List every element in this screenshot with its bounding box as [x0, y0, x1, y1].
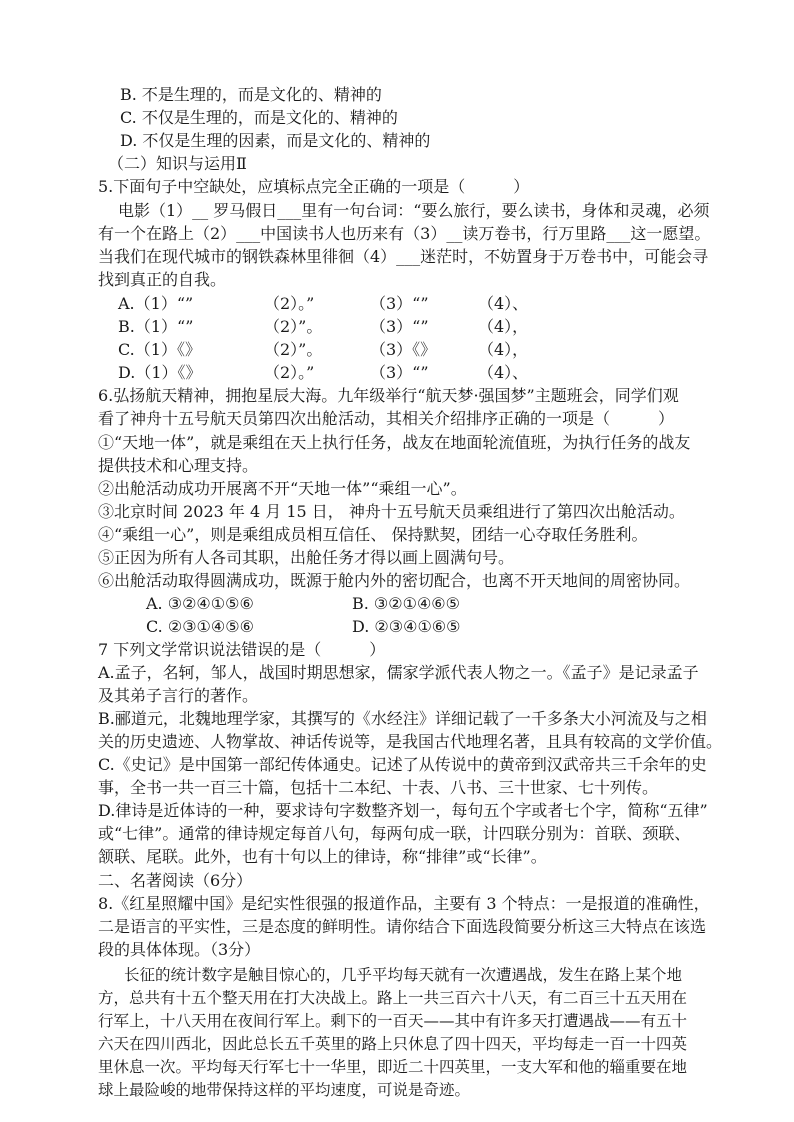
q8-passage-line: 长征的统计数字是触目惊心的，几乎平均每天就有一次遭遇战，发生在路上某个地 [124, 966, 683, 984]
q5-option-a [118, 293, 538, 315]
q7-line: C.《史记》是中国第一部纪传体通史。记述了从传说中的黄帝到汉武帝共三千余年的史 [98, 755, 707, 774]
q6-sentence: ①“天地一体”，就是乘组在天上执行任务，战友在地面轮流值班，为执行任务的战友 [98, 433, 691, 452]
q6-options-row [146, 593, 506, 615]
q5-option-part: （3）“” [370, 294, 429, 313]
q5-option-part: （4）、 [478, 294, 529, 313]
q5-option-part: （2）。” [264, 294, 315, 313]
q7-line: A.孟子，名轲，邹人，战国时期思想家，儒家学派代表人物之一。《孟子》是记录孟子 [98, 663, 699, 682]
q8-passage-line: 六天在四川西北，因此总长五千英里的路上只休息了四十四天，平均每走一百一十四英 [98, 1035, 688, 1053]
q7-line: 关的历史遗迹、人物掌故、神话传说等，是我国古代地理名著，且具有较高的文学价值。 [98, 732, 723, 751]
q7-line: 及其弟子言行的著作。 [98, 686, 259, 705]
q6-stem-line: 看了神舟十五号航天员第四次出舱活动，其相关介绍排序正确的一项是（ ） [98, 409, 675, 428]
q5-option-part: D.（1）《》 [118, 363, 202, 382]
q7-stem: 7 下列文学常识说法错误的是（ ） [98, 640, 386, 659]
q5-stem: 5.下面句子中空缺处，应填标点完全正确的一项是（ ） [98, 177, 530, 196]
q6-sentence: ⑥出舱活动取得圆满成功，既源于舱内外的密切配合，也离不开天地间的周密协同。 [98, 571, 691, 590]
q6-sentence: ⑤正因为所有人各司其职，出舱任务才得以画上圆满句号。 [98, 548, 515, 567]
q6-sentence: ④“乘组一心”，则是乘组成员相互信任、 保持默契，团结一心夺取任务胜利。 [98, 525, 648, 544]
q6-option-c: C. ②③①④⑤⑥ [146, 617, 254, 636]
q6-options-row [146, 616, 506, 638]
q7-line: B.郦道元，北魏地理学家，其撰写的《水经注》详细记载了一千多条大小河流及与之相 [98, 709, 707, 728]
q5-option-part: （4）， [478, 317, 529, 336]
q5-text-line: 找到真正的自我。 [98, 270, 227, 289]
q5-option-part: （3）“” [370, 363, 429, 382]
q5-text-line: 有一个在路上（2）___中国读书人也历来有（3）__读万卷书，行万里路___这一愿望。 [98, 224, 711, 243]
q5-option-part: （4）， [478, 340, 529, 359]
q5-text-line: 电影（1）__ 罗马假日___里有一句台词：“要么旅行，要么读书，身体和灵魂，必须 [118, 201, 710, 220]
q5-option-part: （3）《》 [370, 340, 437, 359]
q5-option-part: C.（1）《》 [118, 340, 201, 359]
q4-option-b: B. 不是生理的，而是文化的、精神的 [120, 85, 382, 104]
q6-option-b: B. ③②①④⑥⑤ [352, 594, 460, 613]
q4-option-d: D. 不仅是生理的因素，而是文化的、精神的 [120, 131, 431, 150]
q8-passage-line: 里休息一次。平均每天行军七十一华里，即近二十四英里，一支大军和他的辎重要在地 [98, 1058, 688, 1076]
q6-stem-line: 6.弘扬航天精神，拥抱星辰大海。九年级举行“航天梦·强国梦”主题班会，同学们观 [98, 386, 679, 405]
q6-sentence: ③北京时间 2023 年 4 月 15 日， 神舟十五号航天员乘组进行了第四次出舱活动。 [98, 502, 685, 521]
q5-option-part: （4）、 [478, 363, 529, 382]
q5-option-c [118, 339, 538, 361]
q6-sentence: ②出舱活动成功开展离不开“天地一体”“乘组一心”。 [98, 479, 467, 498]
section-heading: 二、名著阅读（6分） [98, 871, 253, 890]
q8-stem-line: 二是语言的平实性，三是态度的鲜明性。请你结合下面选段简要分析这三大特点在该选 [98, 917, 707, 936]
q5-option-part: （3）“” [370, 317, 429, 336]
sub-heading: （二）知识与运用Ⅱ [108, 154, 247, 173]
q8-passage-line: 行军上，十八天用在夜间行军上。剩下的一百天——其中有许多天打遭遇战——有五十 [98, 1012, 688, 1030]
q5-option-d [118, 362, 538, 384]
q5-option-b [118, 316, 538, 338]
q7-line: D.律诗是近体诗的一种，要求诗句字数整齐划一，每句五个字或者七个字，简称“五律” [98, 801, 708, 820]
q6-option-d: D. ②③④①⑥⑤ [352, 617, 461, 636]
q6-option-a: A. ③②④①⑤⑥ [146, 594, 254, 613]
q7-line: 颔联、尾联。此外，也有十句以上的律诗，称“排律”或“长律”。 [98, 847, 547, 866]
q8-passage-line: 方，总共有十五个整天用在打大决战上。路上一共三百六十八天，有二百三十五天用在 [98, 989, 688, 1007]
q8-stem-line: 段的具体体现。（3分） [98, 940, 261, 959]
q5-text-line: 当我们在现代城市的钢铁森林里徘徊（4）___迷茫时，不妨置身于万卷书中，可能会寻 [98, 247, 709, 266]
q8-passage-line: 球上最险峻的地带保持这样的平均速度，可说是奇迹。 [98, 1081, 471, 1099]
q5-option-part: （2）。” [264, 363, 315, 382]
q5-option-part: B.（1）“” [118, 317, 194, 336]
q4-option-c: C. 不仅是生理的，而是文化的、精神的 [120, 108, 398, 127]
q6-sentence: 提供技术和心理支持。 [98, 456, 259, 475]
q7-line: 事，全书一共一百三十篇，包括十二本纪、十表、八书、三十世家、七十列传。 [98, 778, 659, 797]
q5-option-part: （2）”。 [264, 317, 323, 336]
q5-option-part: A.（1）“” [118, 294, 194, 313]
q8-stem-line: 8.《红星照耀中国》是纪实性很强的报道作品，主要有 3 个特点：一是报道的准确性， [98, 894, 710, 913]
q7-line: 或“七律”。通常的律诗规定每首八句，每两句成一联，计四联分别为：首联、颈联、 [98, 824, 691, 843]
q5-option-part: （2）”。 [264, 340, 323, 359]
